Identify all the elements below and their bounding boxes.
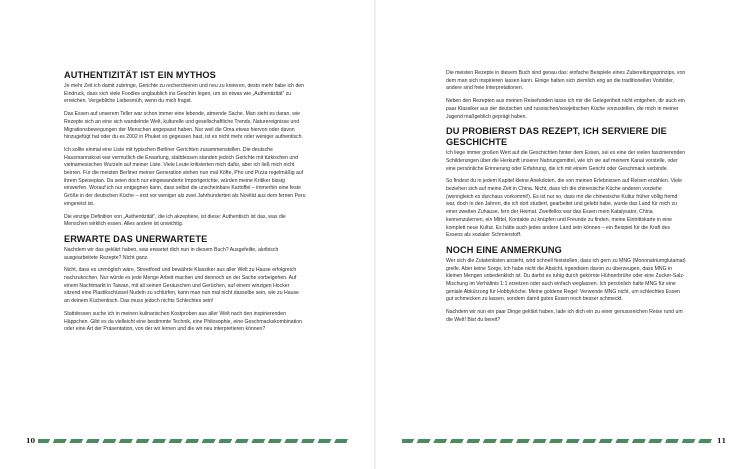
paragraph: Nachdem wir nun ein paar Dinge geklärt haben, lade ich dich ein zu einer genussreichen Reise rund um die Welt! Bist du bereit? xyxy=(446,309,683,323)
right-page-text-column xyxy=(446,70,688,330)
decorative-stripe-left xyxy=(38,439,350,443)
page-number-right: 11 xyxy=(716,437,726,445)
left-page-footer xyxy=(26,437,350,445)
heading-authenticity: AUTHENTIZITÄT IST EIN MYTHOS xyxy=(64,70,216,80)
right-page-footer xyxy=(402,437,726,445)
paragraph: Neben den Rezepten aus meinen Reisefunden lasse ich mir die Gelegenheit nicht entgehen, dir auch ein paar Klassiker aus der deutschen und russischen/sowjetischen Küche vorzustellen, die mich in meiner Jugend maßgeblich geprägt haben. xyxy=(446,98,685,120)
paragraph: Stattdessen suche ich in meinen kulinarischen Kostproben aus aller Welt nach den inspirierenden Häppchen. Gibt es da vielleicht eine bestimmte Technik, eine Philosophie, eine Geschmackskombination oder eine Art der Präsentation, von der wir lernen und die wir neu interpretieren können? xyxy=(64,310,302,333)
heading-one-more-note: NOCH EINE ANMERKUNG xyxy=(446,244,562,255)
paragraph: Die meisten Rezepte in diesem Buch sind genau das: einfache Beispiele eines Zubereitungsprinzips, von dem man sich inspirieren lassen kann. Einige halten sich ziemlich eng an die traditionellen Vorbilder, andere sind freie Interpretationen. xyxy=(446,70,686,92)
paragraph: Die einzige Definition von „Authentizität“, die ich akzeptiere, ist diese: Authentisch ist das, was die Menschen wirklich essen. Alles andere ist unwichtig. xyxy=(64,213,286,228)
page-number-left: 10 xyxy=(26,437,36,445)
paragraph: Wer sich die Zutatenlisten ansieht, wird schnell feststellen, dass ich gern zu MNG (Mononatriumglutamat) greife. Aber keine Sorge, ich habe nicht die Absicht, irgendwen davon zu überzeugen, dass MNG in kleinen Mengen unbedenklich ist. Du darfst es ruhig durch gekörnte Hühnerbrühe oder eine Zucker-Salz-Mischung im Verhältnis 1:1 ersetzen oder auch einfach weglassen. Ich persönlich halte MNG für eine geniale Abkürzung für Hobbyköche. Meine goldene Regel: Verwende MNG nicht, um schlechtes Essen gut schmecken zu lassen, sondern damit gutes Essen noch besser schmeckt. xyxy=(446,257,686,303)
paragraph: Nachdem wir das geklärt haben, was erwartet dich nun in diesem Buch? Ausgefeilte, akribisch ausgearbeitete Rezepte? Nicht ganz. xyxy=(64,246,279,261)
decorative-stripe-right xyxy=(402,439,714,443)
paragraph: Ich liege immer großen Wert auf die Geschichten hinter dem Essen, sei es eine der vielen faszinierenden Schilderungen über die Herkunft unserer Nahrungsmittel, wie ich sie auf meinem Kanal vorstelle, oder eine persönliche Erinnerung oder Erfahrung, die ich mit einem Gericht oder Geschmack verbinde. xyxy=(446,150,686,172)
heading-expect-unexpected: ERWARTE DAS UNERWARTETE xyxy=(64,233,208,244)
paragraph: Ich sollte einmal eine Liste mit typischen Berliner Gerichten zusammenstellen. Die deutsche Hausmannskost war vermutlich die Erwartung, stattdessen standen jedoch Gerichte mit türkischen und vietnamesischen Wurzeln auf meiner Liste. Viele Leute kritisierten mich dafür, aber ich ließ mich nicht beirren. Für die meisten Berliner meiner Generation stehen nun mal Köfte, Pho und Pizza regelmäßig auf ihrem Speiseplan. Da seien doch nur eingewanderte Importgerichte, würden meine Kritiker bissig einwerfen. Worauf ich nur entgegnen kann, dass selbst die unscheinbare Kartoffel – immerhin eine feste Größe in der deutschen Küche – erst vor weniger als zwei Jahrhunderten als Novität aus dem fernen Peru eingereist ist. xyxy=(64,146,306,207)
paragraph: Je mehr Zeit ich damit zubringe, Gerichte zu recherchieren und neu zu kreieren, desto mehr habe ich den Eindruck, dass sich viele Foodies unglaublich ins Geschirr legen, um so etwas wie „Authentizität“ zu erreichen. Vergebliche Liebesmüh, wenn du mich fragst. xyxy=(64,83,305,105)
paragraph: Nicht, dass es unmöglich wäre, Streetfood und bewährte Klassiker aus aller Welt zu Hause erfolgreich nachzukochen. Nur würde es jede Menge Arbeit machen und dennoch an der Sache vorbeigehen. Auf einem Nachtmarkt in Taiwan, mit all seinen Geräuschen und Gerüchen, auf einem winzigen Hocker sitzend eine Plastikschüssel Nudeln zu schlürfen, kann man nun mal nicht dasselbe sein, wie zu Hause an deinem Küchentisch. Das muss jedoch nichts Schlechtes sein! xyxy=(64,267,299,305)
paragraph: Das Essen auf unserem Teller war schon immer eine lebende, atmende Sache. Man sieht es daran, wie Rezepte sich an eine sich wandelnde Welt, kulturelle und gesellschaftliche Trends, Naturereignisse und Migrationsbewegungen der Menschen angepasst haben. Nur weil die Oma etwas hiervon oder davon hinzugefügt hat oder du es 2002 in Phuket so gegessen hast, ist es nicht mehr oder weniger authentisch. xyxy=(64,111,303,141)
left-page-text-column xyxy=(64,70,306,339)
book-gutter xyxy=(374,0,376,469)
heading-recipe-story: DU PROBIERST DAS REZEPT, ICH SERVIERE DIE GESCHICHTE xyxy=(446,126,667,148)
paragraph: So findest du in jedem Kapitel kleine Anekdoten, die von meinen Erlebnissen auf Reisen erzählen. Viele beziehen sich auf meine Zeit in China. Nicht, dass ich die chinesische Küche anderen vorziehe (wenngleich es durchaus vorkommt!). Es ist nur so, dass mir die chinesische Kultur früher völlig fremd war, doch in den Jahren, die ich dort studiert, gearbeitet und gelebt habe, wurde das Land für mich zu einer zweiten Zuhause, fern der Heimat. Zweifellos war das Essen mein Katalysator, China kennenzulernen, ein Mittel, Kontakte zu knüpfen und Freunde zu finden, meine Eintrittskarte in eine komplett neue Kultur. Es hätte auch jedes andere Land sein können – ein Beispiel für die Kraft des Essens als sozialer Schmierstoff. xyxy=(446,178,682,239)
